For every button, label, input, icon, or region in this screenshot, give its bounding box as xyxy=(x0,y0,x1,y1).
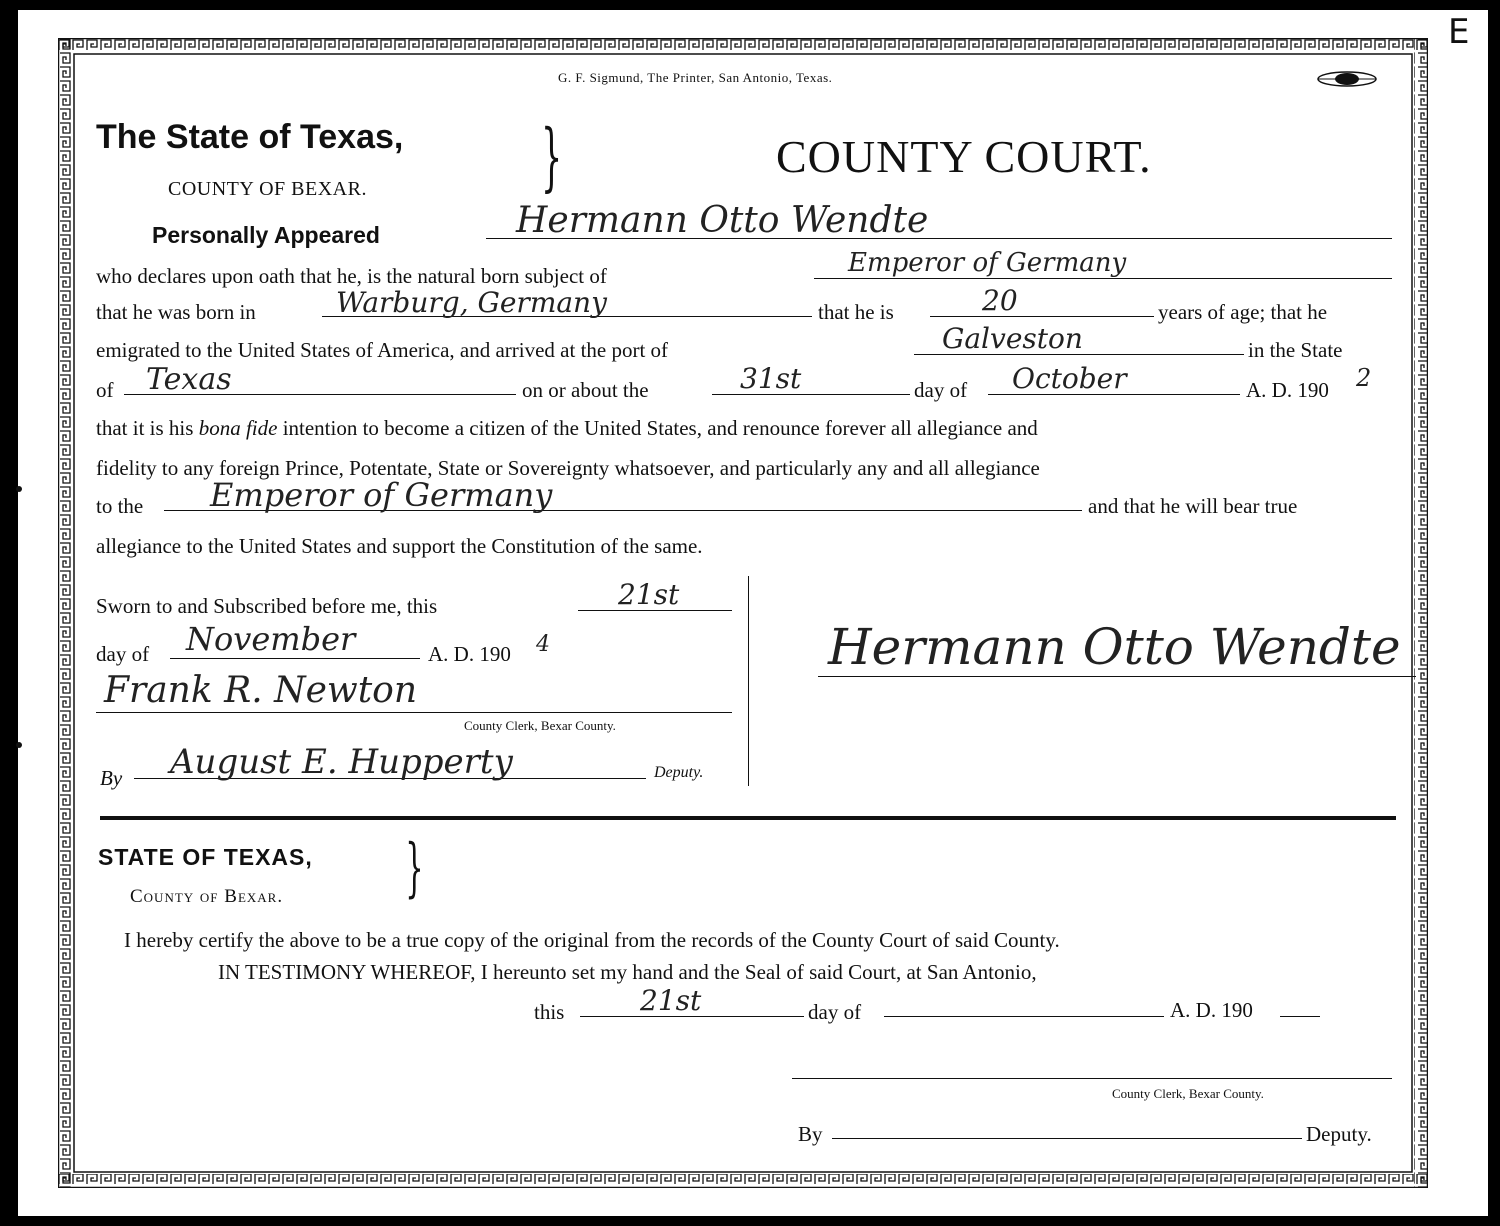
bona-fide-text: bona fide xyxy=(198,416,278,440)
years-label: years of age; that he xyxy=(1158,300,1328,324)
sworn-ad-label: A. D. 190 xyxy=(428,642,511,666)
sworn-month-line xyxy=(170,658,420,659)
certify-line: I hereby certify the above to be a true copy of the original from the records of the County Court of said County. xyxy=(124,928,1060,952)
appeared-name: Hermann Otto Wendte xyxy=(516,200,929,241)
edge-mark xyxy=(16,742,22,748)
port-value: Galveston xyxy=(942,322,1083,355)
cert-deputy-line xyxy=(832,1138,1302,1139)
subject-of: Emperor of Germany xyxy=(848,248,1127,278)
cert-county: County of Bexar. xyxy=(130,886,284,907)
bear-true-label: and that he will bear true xyxy=(1088,494,1298,518)
printer-line: G. F. Sigmund, The Printer, San Antonio, Texas. xyxy=(558,70,833,85)
renounce-to: Emperor of Germany xyxy=(210,476,553,514)
sworn-month: November xyxy=(186,620,356,658)
section-divider xyxy=(100,816,1396,820)
born-in-label: that he was born in xyxy=(96,300,256,324)
cert-brace: } xyxy=(405,831,424,905)
emigrated-label: emigrated to the United States of America, and arrived at the port of xyxy=(96,338,669,362)
allegiance-line: allegiance to the United States and support the Constitution of the same. xyxy=(96,534,703,558)
sworn-year-suffix: 4 xyxy=(536,632,550,657)
ad-label: A. D. 190 xyxy=(1246,378,1329,402)
subject-text: who declares upon oath that he, is the natural born subject of xyxy=(96,264,607,288)
cert-day-of-label: day of xyxy=(808,1000,862,1024)
age-value: 20 xyxy=(982,284,1018,317)
printer-seal-icon xyxy=(1316,70,1378,88)
to-the-label: to the xyxy=(96,494,144,518)
cert-month-line xyxy=(884,1016,1164,1017)
sworn-bracket xyxy=(738,576,749,786)
cert-clerk-caption: County Clerk, Bexar County. xyxy=(1112,1086,1264,1101)
declarant-signature: Hermann Otto Wendte xyxy=(828,618,1401,676)
subject-line xyxy=(814,278,1392,279)
fidelity-line: fidelity to any foreign Prince, Potentate, State or Sovereignty whatsoever, and particularly any and all allegiance xyxy=(96,456,1040,480)
cert-day: 21st xyxy=(640,984,702,1017)
deputy-signature: August E. Hupperty xyxy=(170,742,513,782)
edge-mark xyxy=(16,486,22,492)
age-line xyxy=(930,316,1154,317)
day-value: 31st xyxy=(740,362,802,395)
year-suffix: 2 xyxy=(1356,364,1372,392)
clerk-caption: County Clerk, Bexar County. xyxy=(464,718,616,733)
clerk-signature: Frank R. Newton xyxy=(104,670,418,711)
state-value: Texas xyxy=(146,362,232,397)
court-heading: COUNTY COURT. xyxy=(776,131,1152,182)
day-of-label: day of xyxy=(914,378,968,402)
clerk-line xyxy=(96,712,732,713)
state-label: in the State xyxy=(1248,338,1343,362)
appeared-label: Personally Appeared xyxy=(152,222,380,248)
born-in: Warburg, Germany xyxy=(336,286,607,319)
sworn-day: 21st xyxy=(618,578,680,611)
declarant-signature-line xyxy=(818,676,1416,677)
cert-deputy-label: Deputy. xyxy=(1306,1122,1372,1146)
cert-clerk-line xyxy=(792,1078,1392,1079)
testimony-line: IN TESTIMONY WHEREOF, I hereunto set my hand and the Seal of said Court, at San Antonio, xyxy=(218,960,1037,984)
cert-this-label: this xyxy=(534,1000,565,1024)
of-label: of xyxy=(96,378,114,402)
cert-by-label: By xyxy=(798,1122,823,1146)
by-label: By xyxy=(100,766,123,790)
cert-state: STATE OF TEXAS, xyxy=(98,844,313,870)
county-label: COUNTY OF BEXAR. xyxy=(168,178,367,200)
heading-brace: } xyxy=(540,114,563,200)
cert-year-line xyxy=(1280,1016,1320,1017)
on-about-label: on or about the xyxy=(522,378,649,402)
sworn-label: Sworn to and Subscribed before me, this xyxy=(96,594,438,618)
month-value: October xyxy=(1012,362,1127,395)
he-is-label: that he is xyxy=(818,300,894,324)
state-heading: The State of Texas, xyxy=(96,118,404,156)
sworn-day-of-label: day of xyxy=(96,642,150,666)
intention-line: that it is his bona fide intention to become a citizen of the United States, and renounce forever all allegiance and xyxy=(96,416,1038,440)
deputy-label: Deputy. xyxy=(654,764,704,781)
corner-mark: E xyxy=(1448,12,1470,52)
cert-ad-label: A. D. 190 xyxy=(1170,998,1253,1022)
